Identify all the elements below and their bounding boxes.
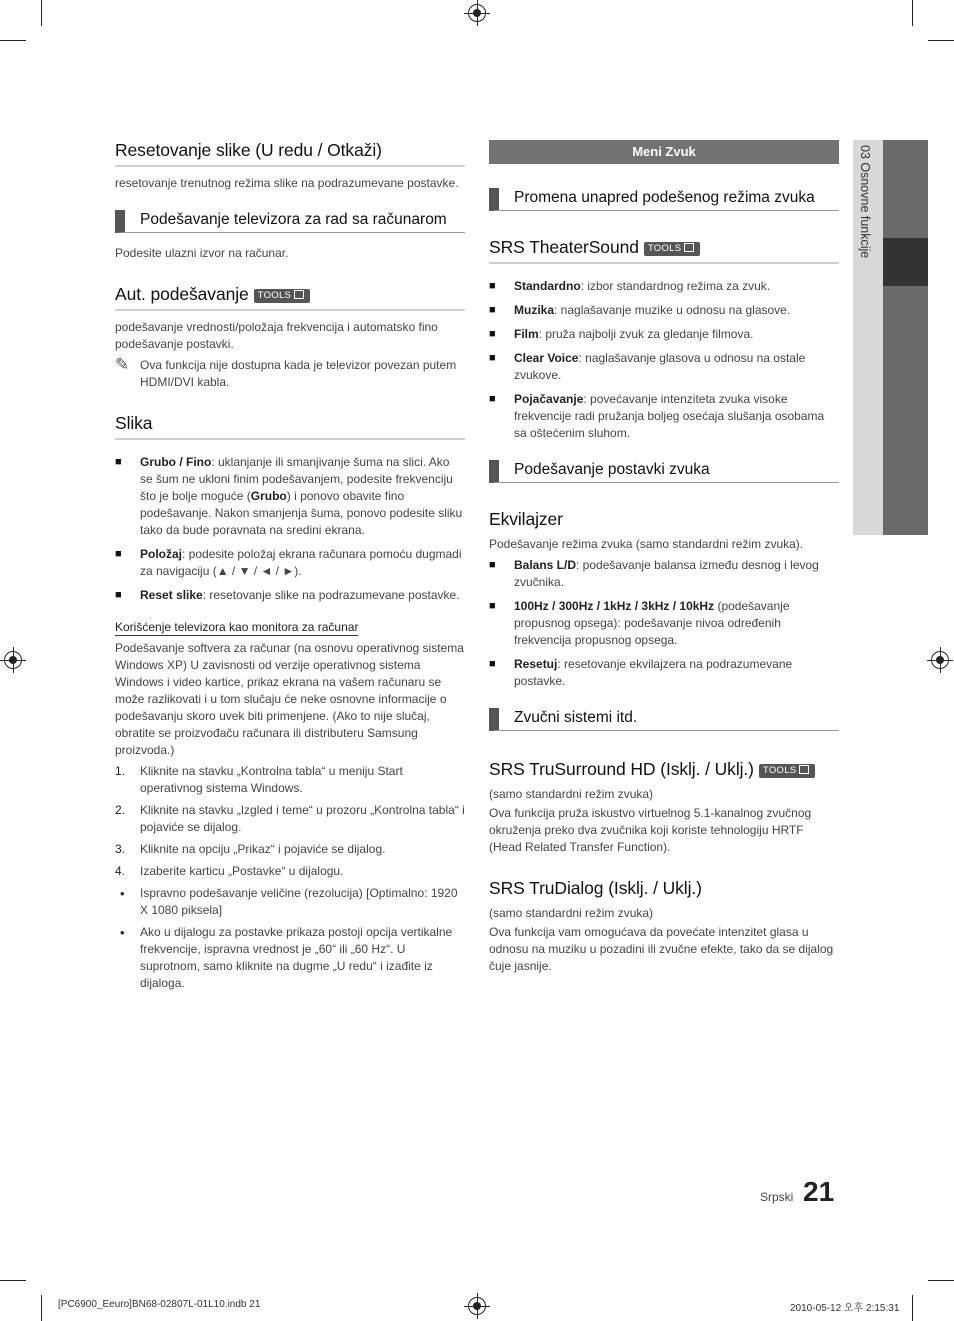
subsection-header-racunar: Podešavanje televizora za rad sa računarom: [115, 210, 465, 233]
crop-mark: [41, 0, 42, 26]
registration-mark-icon: [4, 651, 22, 669]
list-item: ■ Resetuj: resetovanje ekvilajzera na podrazumevane postavke.: [489, 657, 793, 688]
monitor-title: Korišćenje televizora kao monitora za računar: [115, 620, 359, 634]
subsection-header-postavki: Podešavanje postavki zvuka: [489, 460, 839, 483]
list-item: ■ Muzika: naglašavanje muzike u odnosu na glasove.: [489, 303, 791, 317]
page-number: 21: [803, 1176, 835, 1207]
left-column: [115, 140, 465, 997]
tools-icon: [294, 290, 304, 299]
crop-mark: [928, 40, 954, 41]
crop-mark: [0, 1280, 26, 1281]
registration-mark-icon: [468, 4, 486, 22]
trudialog-sub: (samo standardni režim zvuka): [489, 906, 654, 920]
square-bullet-icon: ■: [115, 589, 122, 601]
tools-badge: TOOLS: [644, 242, 701, 256]
dot-item: • Ako u dijalogu za postavke prikaza postoji opcija vertikalne frekvencije, ispravna vrednost je „60“ ili „60 Hz“. U suprotnom, samo kliknite na dugme „U redu“ i izađite iz dijaloga.: [115, 924, 465, 992]
crop-mark: [928, 1280, 954, 1281]
dot-bullet-icon: •: [120, 925, 125, 940]
section-title-aut: [115, 284, 465, 311]
aut-note-text: Ova funkcija nije dostupna kada je televizor povezan putem HDMI/DVI kabla.: [140, 358, 457, 389]
list-item: ■ Balans L/D: podešavanje balansa između desnog i levog zvučnika.: [489, 558, 819, 589]
dot-bullet-icon: •: [120, 886, 125, 901]
print-slug-right: 2010-05-12 오후 2:15:31: [790, 1303, 900, 1314]
crop-mark: [912, 1295, 913, 1321]
square-bullet-icon: ■: [115, 548, 122, 560]
chapter-side-bar: [883, 140, 928, 535]
list-item: ■ Reset slike: resetovanje slike na podrazumevane postavke.: [115, 588, 460, 602]
section-title-ekvilajzer: Ekvilajzer: [489, 509, 563, 529]
step-item: 4. Izaberite karticu „Postavke“ u dijalogu.: [115, 864, 344, 878]
tools-badge: TOOLS: [759, 764, 816, 778]
section-title-trudialog: SRS TruDialog (Isklj. / Uklj.): [489, 878, 702, 898]
crop-mark: [912, 0, 913, 26]
page-language: Srpski: [760, 1190, 794, 1204]
list-item: ■ Položaj: podesite položaj ekrana računara pomoću dugmadi za navigaciju (▲ / ▼ / ◄ / ►).: [115, 547, 462, 578]
square-bullet-icon: ■: [115, 456, 122, 468]
square-bullet-icon: ■: [489, 280, 496, 292]
trusurround-sub: (samo standardni režim zvuka): [489, 787, 654, 801]
list-item: ■ Film: pruža najbolji zvuk za gledanje filmova.: [489, 327, 754, 341]
right-column: [489, 140, 839, 975]
racunar-text: Podesite ulazni izvor na računar.: [115, 246, 289, 260]
square-bullet-icon: ■: [489, 304, 496, 316]
step-item: 1. Kliknite na stavku „Kontrolna tabla“ u meniju Start operativnog sistema Windows.: [115, 764, 403, 795]
tools-icon: [684, 243, 694, 252]
ekvilajzer-text: Podešavanje režima zvuka (samo standardni režim zvuka).: [489, 537, 804, 551]
list-item: ■ Grubo / Fino: uklanjanje ili smanjivanje šuma na slici. Ako se šum ne ukloni finim podešavanjem, podesite frekvenciju što je bolje moguće (Grubo) i ponovo obavite fino podešavanje. Nakon smanjenja šuma, ponovo podesite sliku tako da bude poravnata na sredini ekrana.: [115, 455, 463, 537]
list-item: ■ Standardno: izbor standardnog režima za zvuk.: [489, 279, 771, 293]
subsection-header-promena: Promena unapred podešenog režima zvuka: [489, 188, 839, 211]
crop-mark: [0, 40, 26, 41]
section-title-resetovanje: Resetovanje slike (U redu / Otkaži): [115, 140, 465, 167]
list-item: ■ Pojačavanje: povećavanje intenziteta zvuka visoke frekvencije radi pružanja boljeg osećaja slušanja osobama sa oštećenim sluhom.: [489, 392, 825, 440]
chapter-indicator: [883, 238, 928, 286]
square-bullet-icon: ■: [489, 352, 496, 364]
resetovanje-text: resetovanje trenutnog režima slike na podrazumevane postavke.: [115, 176, 459, 190]
aut-text: podešavanje vrednosti/položaja frekvencija i automatsko fino podešavanje postavki.: [115, 320, 438, 351]
crop-mark: [41, 1295, 42, 1321]
aut-title-text: Aut. podešavanje: [115, 284, 249, 304]
monitor-text: Podešavanje softvera za računar (na osnovu operativnog sistema Windows XP) U zavisnosti od verzije operativnog sistema Windows i video kartice, prikaz ekrana na vašem računaru se može razlikovati i u tom slučaju će neke osnovne informacije o podešavanju skoro uvek biti primenjene. (Ako to nije slučaj, obratite se proizvođaču računara ili distributeru Samsung proizvoda.): [115, 641, 464, 757]
aut-note: [115, 357, 465, 391]
square-bullet-icon: ■: [489, 559, 496, 571]
print-slug-left: [PC6900_Eeuro]BN68-02807L-01L10.indb 21: [58, 1299, 261, 1310]
tools-badge: TOOLS: [254, 289, 311, 303]
chapter-label: 03 Osnovne funkcije: [858, 145, 872, 259]
pencil-note-icon: ✎: [115, 355, 130, 374]
step-item: 3. Kliknite na opciju „Prikaz“ i pojaviće se dijalog.: [115, 842, 386, 856]
square-bullet-icon: ■: [489, 328, 496, 340]
registration-mark-icon: [468, 1297, 486, 1315]
trusurround-text: Ova funkcija pruža iskustvo virtuelnog 5.1-kanalnog zvučnog okruženja preko dva zvučnika koji koriste tehnologiju HRTF (Head Related Transfer Function).: [489, 806, 812, 854]
list-item: ■ 100Hz / 300Hz / 1kHz / 3kHz / 10kHz (podešavanje propusnog opsega): podešavanje nivoa određenih frekvencija propusnog opsega.: [489, 599, 790, 647]
trudialog-text: Ova funkcija vam omogućava da povećate intenzitet glasa u odnosu na muziku u pozadini ili zvučne efekte, tako da se dijalog čuje jasnije.: [489, 925, 834, 973]
section-title-theater: SRS TheaterSound TOOLS: [489, 237, 839, 264]
chapter-banner: Meni Zvuk: [489, 140, 839, 164]
square-bullet-icon: ■: [489, 393, 496, 405]
tools-icon: [799, 765, 809, 774]
dot-item: • Ispravno podešavanje veličine (rezolucija) [Optimalno: 1920 X 1080 piksela]: [115, 885, 465, 919]
subsection-header-sistemi: Zvučni sistemi itd.: [489, 708, 839, 731]
registration-mark-icon: [931, 651, 949, 669]
section-title-trusurround: SRS TruSurround HD (Isklj. / Uklj.) TOOLS: [489, 759, 839, 784]
list-item: ■ Clear Voice: naglašavanje glasova u odnosu na ostale zvukove.: [489, 351, 806, 382]
step-item: 2. Kliknite na stavku „Izgled i teme“ u prozoru „Kontrolna tabla“ i pojaviće se dijalog.: [115, 803, 465, 834]
square-bullet-icon: ■: [489, 600, 496, 612]
square-bullet-icon: ■: [489, 658, 496, 670]
section-title-slika: Slika: [115, 413, 465, 440]
